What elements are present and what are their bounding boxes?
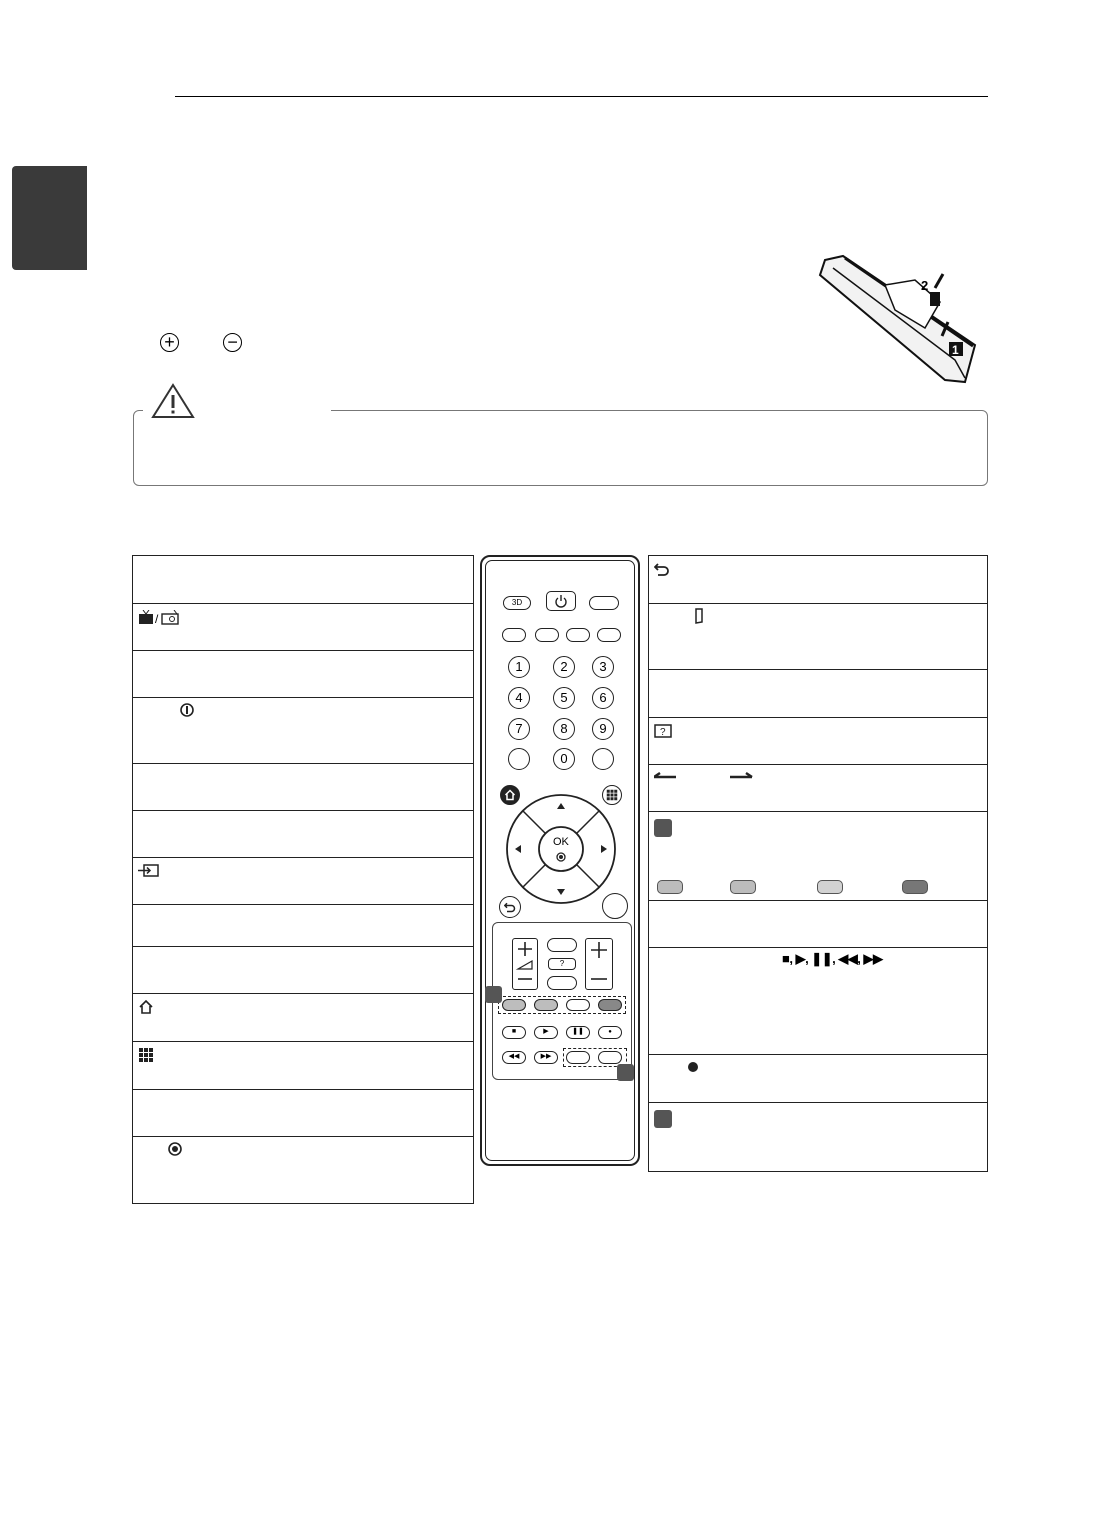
right-key-table (648, 555, 988, 1172)
back-icon (654, 562, 670, 576)
red-key-icon (657, 880, 683, 894)
green-key-icon (730, 880, 756, 894)
right-row-3 (649, 670, 987, 718)
record-icon (687, 1061, 699, 1073)
volume-icon (514, 939, 536, 987)
tv-radio-button[interactable] (589, 596, 619, 610)
program-rocker[interactable] (585, 938, 613, 990)
ok-wheel-icon (167, 1141, 183, 1157)
record-button[interactable]: ● (598, 1026, 622, 1039)
section-tab (12, 166, 87, 270)
number-key-4[interactable]: 4 (508, 687, 530, 709)
marker-a-icon (654, 819, 672, 837)
guide-icon (654, 723, 672, 739)
number-key-5[interactable]: 5 (553, 687, 575, 709)
yellow-key-icon (817, 880, 843, 894)
list-button[interactable] (508, 748, 530, 770)
left-row-5 (133, 764, 473, 811)
guide-button[interactable]: ? (548, 958, 576, 970)
battery-cover-illustration (815, 250, 985, 390)
blue-key-icon (902, 880, 928, 894)
red-button[interactable] (502, 999, 526, 1011)
green-button[interactable] (534, 999, 558, 1011)
yellow-button[interactable] (566, 999, 590, 1011)
info-button[interactable] (535, 628, 559, 642)
left-key-table (132, 555, 474, 1204)
playback-symbols: ■, ▶, ❚❚, ◀◀, ▶▶ (782, 951, 883, 966)
power-button[interactable] (546, 591, 576, 611)
left-row-4 (133, 698, 473, 764)
quick-view-button[interactable] (592, 748, 614, 770)
left-row-12 (133, 1090, 473, 1137)
left-row-10 (133, 994, 473, 1042)
step-one-marker: 1 (952, 343, 959, 357)
left-row-1 (133, 556, 473, 604)
left-row-13 (133, 1137, 473, 1203)
mute-button[interactable] (547, 976, 577, 990)
step-two-marker: 2 (921, 278, 929, 293)
page-arrows-icon (654, 771, 754, 783)
fav-button[interactable] (547, 938, 577, 952)
right-row-2 (649, 604, 987, 670)
volume-rocker[interactable] (512, 938, 538, 990)
marker-a-label (485, 986, 502, 1003)
left-row-11 (133, 1042, 473, 1090)
left-row-2 (133, 604, 473, 651)
stop-button[interactable]: ■ (502, 1026, 526, 1039)
minus-icon: − (223, 333, 242, 352)
3d-button[interactable]: 3D (503, 596, 531, 610)
tv-radio-icon (138, 610, 182, 626)
marker-b-icon (654, 1110, 672, 1128)
apps-grid-icon (138, 1047, 154, 1063)
power-icon (554, 594, 568, 608)
right-row-9 (649, 1055, 987, 1103)
left-row-9 (133, 947, 473, 994)
program-icon (587, 939, 611, 987)
number-key-7[interactable]: 7 (508, 718, 530, 740)
number-key-6[interactable]: 6 (592, 687, 614, 709)
warning-triangle-icon (150, 382, 196, 420)
ad-button[interactable] (566, 1051, 590, 1064)
right-row-1 (649, 556, 987, 604)
caution-box (133, 410, 988, 486)
left-row-6 (133, 811, 473, 858)
header-rule (175, 96, 988, 97)
rewind-button[interactable]: ◀◀ (502, 1051, 526, 1064)
input-icon (138, 864, 160, 878)
back-button-icon (504, 901, 516, 913)
exit-button[interactable] (602, 893, 628, 919)
left-row-8 (133, 905, 473, 947)
number-key-8[interactable]: 8 (553, 718, 575, 740)
left-row-7 (133, 858, 473, 905)
play-button[interactable]: ▶ (534, 1026, 558, 1039)
home-icon (138, 999, 154, 1015)
input-button[interactable] (597, 628, 621, 642)
blue-button[interactable] (598, 999, 622, 1011)
pause-button[interactable]: ❚❚ (566, 1026, 590, 1039)
ok-label: OK (553, 836, 569, 848)
number-key-9[interactable]: 9 (592, 718, 614, 740)
fast-forward-button[interactable]: ▶▶ (534, 1051, 558, 1064)
left-row-3 (133, 651, 473, 698)
right-row-8 (649, 948, 987, 1055)
navigation-ring[interactable] (505, 793, 617, 905)
right-row-10 (649, 1103, 987, 1171)
number-key-0[interactable]: 0 (553, 748, 575, 770)
back-button[interactable] (499, 896, 521, 918)
exit-icon (694, 608, 704, 624)
svg-text:?: ? (660, 727, 666, 738)
right-row-5 (649, 765, 987, 812)
right-row-4 (649, 718, 987, 765)
simplink-button[interactable] (598, 1051, 622, 1064)
svg-text:/: / (155, 612, 159, 626)
subtitle-button[interactable] (502, 628, 526, 642)
right-row-7 (649, 901, 987, 948)
marker-b-label (617, 1064, 634, 1081)
number-key-3[interactable]: 3 (592, 656, 614, 678)
number-key-2[interactable]: 2 (553, 656, 575, 678)
polarity-symbols (160, 330, 280, 352)
info-icon (179, 702, 195, 718)
number-key-1[interactable]: 1 (508, 656, 530, 678)
plus-icon: + (160, 333, 179, 352)
settings-button[interactable] (566, 628, 590, 642)
